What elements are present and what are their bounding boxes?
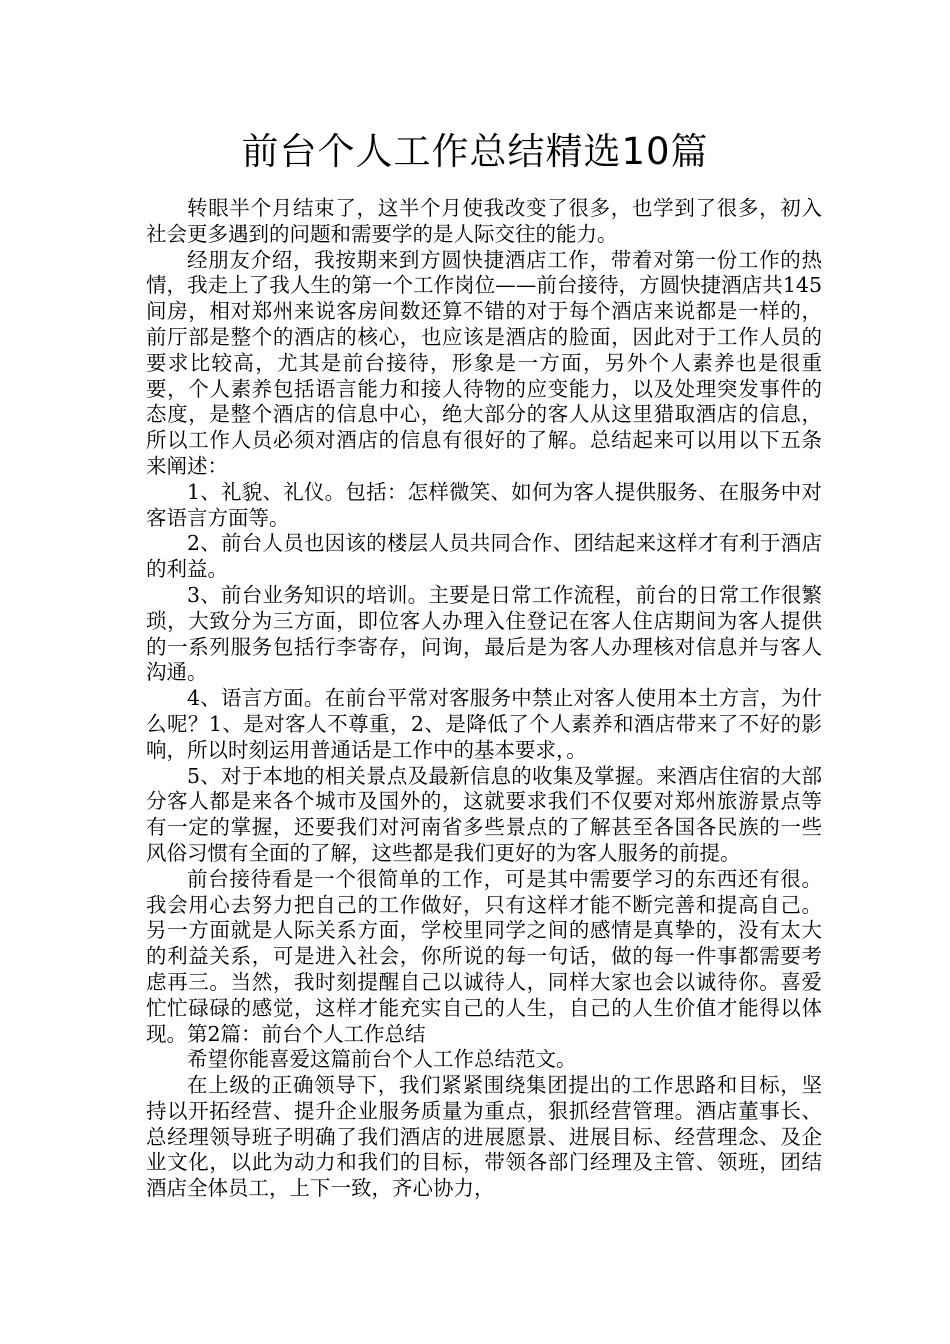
paragraph: 2、前台人员也因该的楼层人员共同合作、团结起来这样才有利于酒店的利益。 <box>146 531 822 582</box>
paragraph: 希望你能喜爱这篇前台个人工作总结范文。 <box>187 1047 577 1072</box>
paragraph: 前台接待看是一个很简单的工作，可是其中需要学习的东西还有很。我会用心去努力把自己的工作做好，只有这样才能不断完善和提高自己。另一方面就是人际关系方面，学校里同学之间的感情是真挚的，没有太大的利益关系，可是进入社会，你所说的每一句话，做的每一件事都需要考虑再三。当然，我时刻提醒自己以诚待人，同样大家也会以诚待你。喜爱忙忙碌碌的感觉，这样才能充实自己的人生，自己的人生价值才能得以体现。第2篇：前台个人工作总结 <box>146 866 822 1046</box>
paragraph: 转眼半个月结束了，这半个月使我改变了很多，也学到了很多，初入社会更多遇到的问题和需要学的是人际交往的能力。 <box>146 196 822 246</box>
document-title: 前台个人工作总结精选10篇 <box>241 130 709 173</box>
document-body <box>146 196 822 1202</box>
paragraph: 在上级的正确领导下，我们紧紧围绕集团提出的工作思路和目标，坚持以开拓经营、提升企业服务质量为重点，狠抓经营管理。酒店董事长、总经理领导班子明确了我们酒店的进展愿景、进展目标、经营理念、及企业文化，以此为动力和我们的目标，带领各部门经理及主管、领班，团结酒店全体员工，上下一致，齐心协力， <box>146 1073 822 1201</box>
paragraph: 3、前台业务知识的培训。主要是日常工作流程，前台的日常工作很繁琐，大致分为三方面，即位客人办理入住登记在客人住店期间为客人提供的一系列服务包括行李寄存，问询，最后是为客人办理核对信息并与客人沟通。 <box>146 582 822 685</box>
paragraph: 经朋友介绍，我按期来到方圆快捷酒店工作，带着对第一份工作的热情，我走上了我人生的第一个工作岗位——前台接待，方圆快捷酒店共145间房，相对郑州来说客房间数还算不错的对于每个酒店来说都是一样的，前厅部是整个的酒店的核心，也应该是酒店的脸面，因此对于工作人员的要求比较高，尤其是前台接待，形象是一方面，另外个人素养也是很重要，个人素养包括语言能力和接人待物的应变能力，以及处理突发事件的态度，是整个酒店的信息中心，绝大部分的客人从这里猎取酒店的信息，所以工作人员必须对酒店的信息有很好的了解。总结起来可以用以下五条来阐述： <box>146 247 822 478</box>
paragraph: 5、对于本地的相关景点及最新信息的收集及掌握。来酒店住宿的大部分客人都是来各个城市及国外的，这就要求我们不仅要对郑州旅游景点等有一定的掌握，还要我们对河南省多些景点的了解甚至各国各民族的一些风俗习惯有全面的了解，这些都是我们更好的为客人服务的前提。 <box>146 763 822 865</box>
paragraph: 4、语言方面。在前台平常对客服务中禁止对客人使用本土方言，为什么呢？1、是对客人不尊重，2、是降低了个人素养和酒店带来了不好的影响，所以时刻运用普通话是工作中的基本要求，。 <box>146 686 822 762</box>
paragraph: 1、礼貌、礼仪。包括：怎样微笑、如何为客人提供服务、在服务中对客语言方面等。 <box>146 479 822 530</box>
